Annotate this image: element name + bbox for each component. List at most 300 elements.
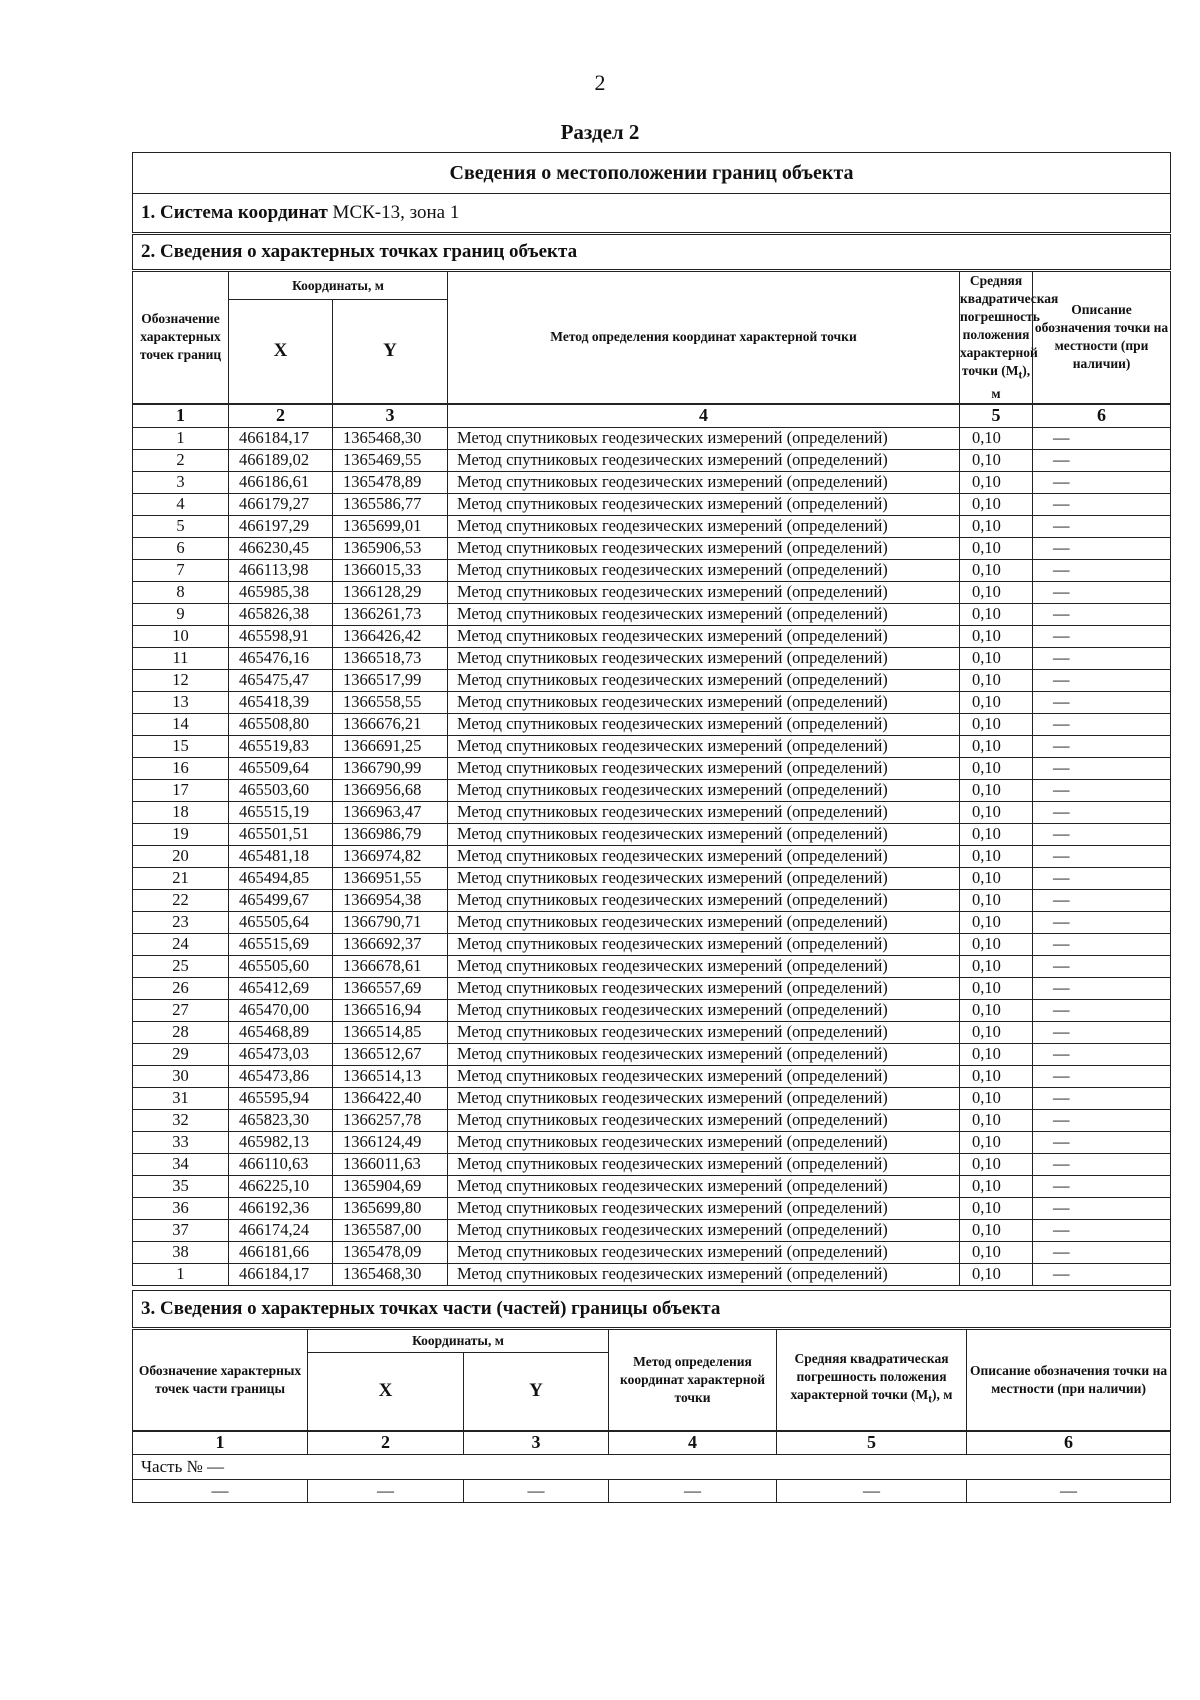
point-description: — bbox=[1033, 911, 1171, 933]
parts-section-title: 3. Сведения о характерных точках части (частей) границы объекта bbox=[133, 1291, 1171, 1329]
empty-cell: — bbox=[777, 1479, 967, 1502]
point-description: — bbox=[1033, 955, 1171, 977]
point-description: — bbox=[1033, 1197, 1171, 1219]
point-y: 1366963,47 bbox=[333, 801, 448, 823]
point-accuracy: 0,10 bbox=[960, 1241, 1033, 1263]
point-x: 465598,91 bbox=[229, 625, 333, 647]
table-row bbox=[133, 603, 1171, 625]
point-x: 465494,85 bbox=[229, 867, 333, 889]
point-number: 36 bbox=[133, 1197, 229, 1219]
header-accuracy-text: Средняя квадратическая погрешность положения характерной точки (M bbox=[960, 273, 1059, 378]
point-number: 38 bbox=[133, 1241, 229, 1263]
point-accuracy: 0,10 bbox=[960, 669, 1033, 691]
point-method: Метод спутниковых геодезических измерений (определений) bbox=[448, 999, 960, 1021]
point-number: 25 bbox=[133, 955, 229, 977]
point-y: 1366956,68 bbox=[333, 779, 448, 801]
header-designation: Обозначение характерных точек границ bbox=[133, 271, 229, 404]
point-y: 1366516,94 bbox=[333, 999, 448, 1021]
point-x: 466192,36 bbox=[229, 1197, 333, 1219]
part-label: Часть № — bbox=[133, 1454, 1171, 1479]
point-description: — bbox=[1033, 669, 1171, 691]
table-row bbox=[133, 559, 1171, 581]
point-description: — bbox=[1033, 691, 1171, 713]
table-row bbox=[133, 757, 1171, 779]
point-method: Метод спутниковых геодезических измерений (определений) bbox=[448, 1175, 960, 1197]
point-description: — bbox=[1033, 537, 1171, 559]
point-number: 31 bbox=[133, 1087, 229, 1109]
point-y: 1366974,82 bbox=[333, 845, 448, 867]
point-method: Метод спутниковых геодезических измерений (определений) bbox=[448, 625, 960, 647]
point-y: 1365587,00 bbox=[333, 1219, 448, 1241]
point-description: — bbox=[1033, 603, 1171, 625]
point-x: 466186,61 bbox=[229, 471, 333, 493]
coordinate-system-label: 1. Система координат bbox=[141, 202, 328, 223]
table-row bbox=[133, 1021, 1171, 1043]
point-y: 1366558,55 bbox=[333, 691, 448, 713]
point-y: 1366512,67 bbox=[333, 1043, 448, 1065]
point-description: — bbox=[1033, 1043, 1171, 1065]
point-description: — bbox=[1033, 713, 1171, 735]
section-title: Раздел 2 bbox=[560, 120, 640, 144]
point-accuracy: 0,10 bbox=[960, 955, 1033, 977]
point-number: 22 bbox=[133, 889, 229, 911]
point-number: 35 bbox=[133, 1175, 229, 1197]
column-number-row bbox=[133, 404, 1171, 428]
point-x: 465515,69 bbox=[229, 933, 333, 955]
point-y: 1366015,33 bbox=[333, 559, 448, 581]
point-number: 23 bbox=[133, 911, 229, 933]
table-row bbox=[133, 1087, 1171, 1109]
table-row bbox=[133, 1197, 1171, 1219]
point-number: 28 bbox=[133, 1021, 229, 1043]
point-description: — bbox=[1033, 1263, 1171, 1285]
parts-header-accuracy-sub: t bbox=[928, 1394, 933, 1407]
header-x: X bbox=[229, 300, 333, 404]
point-method: Метод спутниковых геодезических измерений (определений) bbox=[448, 427, 960, 449]
column-number: 3 bbox=[333, 404, 448, 428]
point-accuracy: 0,10 bbox=[960, 1131, 1033, 1153]
point-x: 465473,03 bbox=[229, 1043, 333, 1065]
header-coordinates: Координаты, м bbox=[229, 271, 448, 300]
point-number: 7 bbox=[133, 559, 229, 581]
point-description: — bbox=[1033, 757, 1171, 779]
empty-cell: — bbox=[464, 1479, 609, 1502]
point-method: Метод спутниковых геодезических измерений (определений) bbox=[448, 449, 960, 471]
point-accuracy: 0,10 bbox=[960, 1153, 1033, 1175]
point-number: 34 bbox=[133, 1153, 229, 1175]
table-row bbox=[133, 493, 1171, 515]
point-x: 465508,80 bbox=[229, 713, 333, 735]
banner-title: Сведения о местоположении границ объекта bbox=[133, 153, 1171, 194]
point-number: 19 bbox=[133, 823, 229, 845]
points-section-title: 2. Сведения о характерных точках границ объекта bbox=[133, 234, 1171, 271]
point-y: 1366517,99 bbox=[333, 669, 448, 691]
point-accuracy: 0,10 bbox=[960, 647, 1033, 669]
point-accuracy: 0,10 bbox=[960, 823, 1033, 845]
point-y: 1365586,77 bbox=[333, 493, 448, 515]
point-number: 16 bbox=[133, 757, 229, 779]
point-y: 1366692,37 bbox=[333, 933, 448, 955]
point-x: 465481,18 bbox=[229, 845, 333, 867]
point-x: 465418,39 bbox=[229, 691, 333, 713]
point-x: 465826,38 bbox=[229, 603, 333, 625]
point-method: Метод спутниковых геодезических измерений (определений) bbox=[448, 1263, 960, 1285]
point-accuracy: 0,10 bbox=[960, 581, 1033, 603]
table-row bbox=[133, 713, 1171, 735]
point-accuracy: 0,10 bbox=[960, 933, 1033, 955]
column-number: 4 bbox=[609, 1431, 777, 1455]
point-y: 1365904,69 bbox=[333, 1175, 448, 1197]
table-row bbox=[133, 427, 1171, 449]
point-description: — bbox=[1033, 1153, 1171, 1175]
empty-cell: — bbox=[967, 1479, 1171, 1502]
point-accuracy: 0,10 bbox=[960, 1087, 1033, 1109]
table-row bbox=[133, 1043, 1171, 1065]
point-x: 466181,66 bbox=[229, 1241, 333, 1263]
point-y: 1366790,71 bbox=[333, 911, 448, 933]
table-row bbox=[133, 691, 1171, 713]
point-description: — bbox=[1033, 889, 1171, 911]
point-number: 17 bbox=[133, 779, 229, 801]
point-accuracy: 0,10 bbox=[960, 1219, 1033, 1241]
point-number: 11 bbox=[133, 647, 229, 669]
point-x: 466184,17 bbox=[229, 427, 333, 449]
point-description: — bbox=[1033, 933, 1171, 955]
point-number: 20 bbox=[133, 845, 229, 867]
point-method: Метод спутниковых геодезических измерений (определений) bbox=[448, 647, 960, 669]
point-number: 8 bbox=[133, 581, 229, 603]
parts-column-number-row bbox=[133, 1431, 1171, 1455]
point-method: Метод спутниковых геодезических измерений (определений) bbox=[448, 1241, 960, 1263]
point-accuracy: 0,10 bbox=[960, 603, 1033, 625]
point-method: Метод спутниковых геодезических измерений (определений) bbox=[448, 933, 960, 955]
point-description: — bbox=[1033, 559, 1171, 581]
point-y: 1366790,99 bbox=[333, 757, 448, 779]
empty-cell: — bbox=[133, 1479, 308, 1502]
point-x: 465505,64 bbox=[229, 911, 333, 933]
parts-header-accuracy-text: Средняя квадратическая погрешность положения характерной точки (M bbox=[790, 1351, 949, 1403]
column-number: 6 bbox=[967, 1431, 1171, 1455]
point-accuracy: 0,10 bbox=[960, 537, 1033, 559]
point-number: 15 bbox=[133, 735, 229, 757]
point-accuracy: 0,10 bbox=[960, 427, 1033, 449]
point-x: 466197,29 bbox=[229, 515, 333, 537]
point-method: Метод спутниковых геодезических измерений (определений) bbox=[448, 1131, 960, 1153]
point-accuracy: 0,10 bbox=[960, 493, 1033, 515]
point-number: 12 bbox=[133, 669, 229, 691]
point-x: 465501,51 bbox=[229, 823, 333, 845]
point-description: — bbox=[1033, 449, 1171, 471]
point-description: — bbox=[1033, 823, 1171, 845]
point-description: — bbox=[1033, 493, 1171, 515]
parts-header-coordinates: Координаты, м bbox=[308, 1329, 609, 1353]
point-number: 18 bbox=[133, 801, 229, 823]
point-description: — bbox=[1033, 779, 1171, 801]
point-method: Метод спутниковых геодезических измерений (определений) bbox=[448, 603, 960, 625]
column-number: 5 bbox=[960, 404, 1033, 428]
coordinate-system-value: МСК-13, зона 1 bbox=[327, 202, 460, 223]
point-y: 1366514,85 bbox=[333, 1021, 448, 1043]
point-method: Метод спутниковых геодезических измерений (определений) bbox=[448, 713, 960, 735]
point-x: 466179,27 bbox=[229, 493, 333, 515]
point-y: 1366011,63 bbox=[333, 1153, 448, 1175]
point-method: Метод спутниковых геодезических измерений (определений) bbox=[448, 1219, 960, 1241]
point-y: 1366954,38 bbox=[333, 889, 448, 911]
table-row bbox=[133, 1241, 1171, 1263]
empty-cell: — bbox=[308, 1479, 464, 1502]
header-accuracy-unit: ), м bbox=[991, 363, 1031, 401]
point-method: Метод спутниковых геодезических измерений (определений) bbox=[448, 977, 960, 999]
point-number: 26 bbox=[133, 977, 229, 999]
table-row bbox=[133, 867, 1171, 889]
point-accuracy: 0,10 bbox=[960, 515, 1033, 537]
point-x: 465468,89 bbox=[229, 1021, 333, 1043]
point-y: 1366986,79 bbox=[333, 823, 448, 845]
point-number: 30 bbox=[133, 1065, 229, 1087]
parts-header-accuracy bbox=[777, 1329, 967, 1431]
point-number: 13 bbox=[133, 691, 229, 713]
point-number: 2 bbox=[133, 449, 229, 471]
point-method: Метод спутниковых геодезических измерений (определений) bbox=[448, 1043, 960, 1065]
table-row bbox=[133, 1175, 1171, 1197]
point-method: Метод спутниковых геодезических измерений (определений) bbox=[448, 801, 960, 823]
point-accuracy: 0,10 bbox=[960, 471, 1033, 493]
point-accuracy: 0,10 bbox=[960, 779, 1033, 801]
point-description: — bbox=[1033, 471, 1171, 493]
column-number: 2 bbox=[229, 404, 333, 428]
table-row bbox=[133, 845, 1171, 867]
point-method: Метод спутниковых геодезических измерений (определений) bbox=[448, 955, 960, 977]
point-accuracy: 0,10 bbox=[960, 713, 1033, 735]
table-row bbox=[133, 911, 1171, 933]
point-accuracy: 0,10 bbox=[960, 1263, 1033, 1285]
table-row bbox=[133, 933, 1171, 955]
point-accuracy: 0,10 bbox=[960, 735, 1033, 757]
point-accuracy: 0,10 bbox=[960, 911, 1033, 933]
point-accuracy: 0,10 bbox=[960, 1021, 1033, 1043]
point-number: 24 bbox=[133, 933, 229, 955]
point-x: 466184,17 bbox=[229, 1263, 333, 1285]
point-method: Метод спутниковых геодезических измерений (определений) bbox=[448, 1065, 960, 1087]
point-description: — bbox=[1033, 801, 1171, 823]
point-method: Метод спутниковых геодезических измерений (определений) bbox=[448, 471, 960, 493]
point-method: Метод спутниковых геодезических измерений (определений) bbox=[448, 779, 960, 801]
point-description: — bbox=[1033, 867, 1171, 889]
column-number: 5 bbox=[777, 1431, 967, 1455]
point-method: Метод спутниковых геодезических измерений (определений) bbox=[448, 823, 960, 845]
parts-header-description: Описание обозначения точки на местности (при наличии) bbox=[967, 1329, 1171, 1431]
point-number: 3 bbox=[133, 471, 229, 493]
table-row bbox=[133, 889, 1171, 911]
point-y: 1366124,49 bbox=[333, 1131, 448, 1153]
point-method: Метод спутниковых геодезических измерений (определений) bbox=[448, 889, 960, 911]
point-description: — bbox=[1033, 1087, 1171, 1109]
point-number: 32 bbox=[133, 1109, 229, 1131]
table-row bbox=[133, 1109, 1171, 1131]
column-number: 2 bbox=[308, 1431, 464, 1455]
point-y: 1365906,53 bbox=[333, 537, 448, 559]
point-x: 465509,64 bbox=[229, 757, 333, 779]
point-method: Метод спутниковых геодезических измерений (определений) bbox=[448, 1109, 960, 1131]
point-x: 466189,02 bbox=[229, 449, 333, 471]
point-accuracy: 0,10 bbox=[960, 801, 1033, 823]
point-y: 1366514,13 bbox=[333, 1065, 448, 1087]
point-description: — bbox=[1033, 1065, 1171, 1087]
point-description: — bbox=[1033, 427, 1171, 449]
point-method: Метод спутниковых геодезических измерений (определений) bbox=[448, 581, 960, 603]
column-number: 1 bbox=[133, 404, 229, 428]
point-x: 465505,60 bbox=[229, 955, 333, 977]
point-method: Метод спутниковых геодезических измерений (определений) bbox=[448, 515, 960, 537]
point-x: 466110,63 bbox=[229, 1153, 333, 1175]
point-method: Метод спутниковых геодезических измерений (определений) bbox=[448, 669, 960, 691]
point-description: — bbox=[1033, 1241, 1171, 1263]
point-x: 465476,16 bbox=[229, 647, 333, 669]
point-y: 1365478,89 bbox=[333, 471, 448, 493]
point-number: 1 bbox=[133, 1263, 229, 1285]
point-x: 466225,10 bbox=[229, 1175, 333, 1197]
table-row bbox=[133, 1153, 1171, 1175]
point-method: Метод спутниковых геодезических измерений (определений) bbox=[448, 735, 960, 757]
table-row bbox=[133, 581, 1171, 603]
point-y: 1366518,73 bbox=[333, 647, 448, 669]
point-y: 1366557,69 bbox=[333, 977, 448, 999]
table-row bbox=[133, 537, 1171, 559]
header-y: Y bbox=[333, 300, 448, 404]
point-accuracy: 0,10 bbox=[960, 1197, 1033, 1219]
parts-header-method: Метод определения координат характерной точки bbox=[609, 1329, 777, 1431]
parts-header-x: X bbox=[308, 1353, 464, 1431]
part-points-table bbox=[132, 1290, 1171, 1503]
table-row bbox=[133, 735, 1171, 757]
point-x: 465985,38 bbox=[229, 581, 333, 603]
point-accuracy: 0,10 bbox=[960, 999, 1033, 1021]
point-x: 465515,19 bbox=[229, 801, 333, 823]
header-accuracy-sub: t bbox=[1018, 369, 1023, 382]
point-description: — bbox=[1033, 1109, 1171, 1131]
parts-header-designation: Обозначение характерных точек части границы bbox=[133, 1329, 308, 1431]
point-description: — bbox=[1033, 1131, 1171, 1153]
point-y: 1366426,42 bbox=[333, 625, 448, 647]
table-row bbox=[133, 823, 1171, 845]
point-method: Метод спутниковых геодезических измерений (определений) bbox=[448, 1197, 960, 1219]
table-row bbox=[133, 471, 1171, 493]
point-x: 465470,00 bbox=[229, 999, 333, 1021]
point-accuracy: 0,10 bbox=[960, 449, 1033, 471]
point-method: Метод спутниковых геодезических измерений (определений) bbox=[448, 493, 960, 515]
point-x: 466230,45 bbox=[229, 537, 333, 559]
point-x: 465982,13 bbox=[229, 1131, 333, 1153]
point-number: 14 bbox=[133, 713, 229, 735]
column-number: 4 bbox=[448, 404, 960, 428]
point-accuracy: 0,10 bbox=[960, 977, 1033, 999]
point-method: Метод спутниковых геодезических измерений (определений) bbox=[448, 1153, 960, 1175]
point-number: 27 bbox=[133, 999, 229, 1021]
point-x: 465823,30 bbox=[229, 1109, 333, 1131]
point-description: — bbox=[1033, 1021, 1171, 1043]
point-number: 21 bbox=[133, 867, 229, 889]
table-row bbox=[133, 801, 1171, 823]
table-row bbox=[133, 1219, 1171, 1241]
table-row bbox=[133, 999, 1171, 1021]
page-number: 2 bbox=[594, 70, 606, 95]
point-y: 1365699,01 bbox=[333, 515, 448, 537]
point-y: 1365478,09 bbox=[333, 1241, 448, 1263]
point-number: 6 bbox=[133, 537, 229, 559]
point-accuracy: 0,10 bbox=[960, 1175, 1033, 1197]
point-y: 1366676,21 bbox=[333, 713, 448, 735]
point-method: Метод спутниковых геодезических измерений (определений) bbox=[448, 911, 960, 933]
point-x: 466113,98 bbox=[229, 559, 333, 581]
empty-cell: — bbox=[609, 1479, 777, 1502]
point-number: 4 bbox=[133, 493, 229, 515]
table-row bbox=[133, 1131, 1171, 1153]
column-number: 6 bbox=[1033, 404, 1171, 428]
header-accuracy bbox=[960, 271, 1059, 404]
point-description: — bbox=[1033, 647, 1171, 669]
point-y: 1365699,80 bbox=[333, 1197, 448, 1219]
parts-header-y: Y bbox=[464, 1353, 609, 1431]
table-row bbox=[133, 977, 1171, 999]
point-x: 465473,86 bbox=[229, 1065, 333, 1087]
point-method: Метод спутниковых геодезических измерений (определений) bbox=[448, 559, 960, 581]
point-accuracy: 0,10 bbox=[960, 1043, 1033, 1065]
point-number: 33 bbox=[133, 1131, 229, 1153]
point-description: — bbox=[1033, 625, 1171, 647]
point-number: 5 bbox=[133, 515, 229, 537]
coordinate-system bbox=[133, 194, 1171, 234]
point-method: Метод спутниковых геодезических измерений (определений) bbox=[448, 691, 960, 713]
table-row bbox=[133, 669, 1171, 691]
point-y: 1366422,40 bbox=[333, 1087, 448, 1109]
point-method: Метод спутниковых геодезических измерений (определений) bbox=[448, 757, 960, 779]
point-description: — bbox=[1033, 1175, 1171, 1197]
point-x: 465412,69 bbox=[229, 977, 333, 999]
parts-header-accuracy-unit: ), м bbox=[932, 1387, 953, 1403]
table-row bbox=[133, 1065, 1171, 1087]
column-number: 1 bbox=[133, 1431, 308, 1455]
boundary-points-table bbox=[132, 152, 1171, 1286]
point-y: 1366257,78 bbox=[333, 1109, 448, 1131]
point-method: Метод спутниковых геодезических измерений (определений) bbox=[448, 1021, 960, 1043]
point-method: Метод спутниковых геодезических измерений (определений) bbox=[448, 1087, 960, 1109]
point-number: 29 bbox=[133, 1043, 229, 1065]
point-x: 465475,47 bbox=[229, 669, 333, 691]
point-description: — bbox=[1033, 977, 1171, 999]
point-number: 10 bbox=[133, 625, 229, 647]
point-y: 1366691,25 bbox=[333, 735, 448, 757]
point-accuracy: 0,10 bbox=[960, 1109, 1033, 1131]
point-number: 1 bbox=[133, 427, 229, 449]
point-x: 466174,24 bbox=[229, 1219, 333, 1241]
table-row bbox=[133, 779, 1171, 801]
point-accuracy: 0,10 bbox=[960, 889, 1033, 911]
point-x: 465595,94 bbox=[229, 1087, 333, 1109]
point-accuracy: 0,10 bbox=[960, 845, 1033, 867]
table-row bbox=[133, 625, 1171, 647]
point-x: 465503,60 bbox=[229, 779, 333, 801]
point-y: 1366261,73 bbox=[333, 603, 448, 625]
point-accuracy: 0,10 bbox=[960, 867, 1033, 889]
point-description: — bbox=[1033, 735, 1171, 757]
table-row bbox=[133, 1263, 1171, 1285]
table-row bbox=[133, 515, 1171, 537]
point-accuracy: 0,10 bbox=[960, 691, 1033, 713]
point-accuracy: 0,10 bbox=[960, 1065, 1033, 1087]
point-y: 1366951,55 bbox=[333, 867, 448, 889]
column-number: 3 bbox=[464, 1431, 609, 1455]
point-description: — bbox=[1033, 515, 1171, 537]
